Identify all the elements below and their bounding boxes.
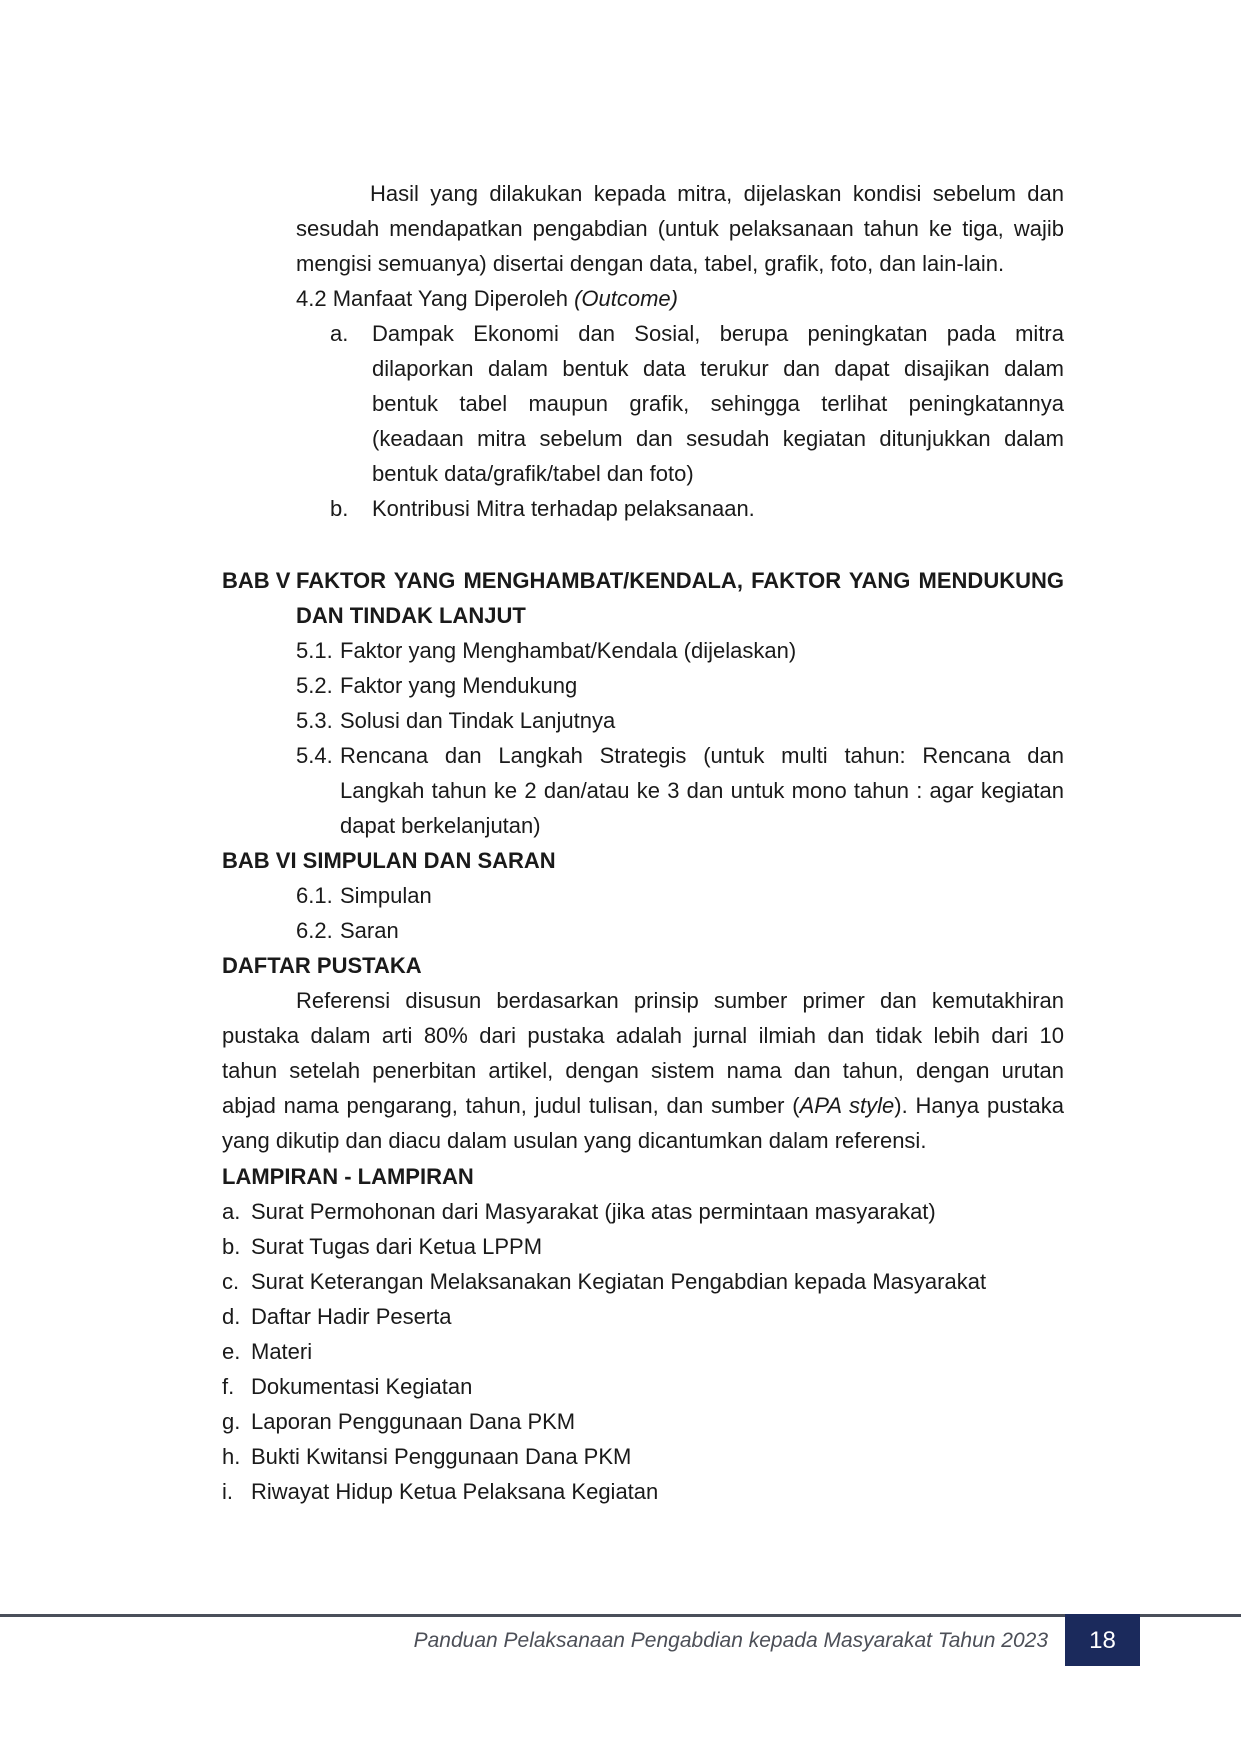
bab6-heading: BAB VI SIMPULAN DAN SARAN	[222, 848, 556, 873]
list-marker: a.	[330, 321, 349, 346]
list-item-text: Riwayat Hidup Ketua Pelaksana Kegiatan	[251, 1479, 659, 1504]
page-number: 18	[1089, 1626, 1116, 1654]
text-line: Rencana dan Langkah Strategis (untuk multi tahun: Rencana dan	[340, 743, 1064, 768]
list-item-text: Surat Permohonan dari Masyarakat (jika atas permintaan masyarakat)	[251, 1199, 936, 1224]
bab5-list	[296, 633, 1064, 843]
section-4-2-label-italic: (Outcome)	[574, 286, 678, 311]
list-marker: i.	[222, 1479, 233, 1504]
list-item-text	[372, 491, 1064, 526]
daftar-pustaka-paragraph	[222, 983, 1064, 1158]
lampiran-heading: LAMPIRAN - LAMPIRAN	[222, 1164, 474, 1189]
list-item-text	[340, 738, 1064, 843]
footer-title: Panduan Pelaksanaan Pengabdian kepada Masyarakat Tahun 2023	[413, 1629, 1048, 1652]
list-item-4-2-b	[330, 491, 1064, 526]
section-4-2-label: 4.2 Manfaat Yang Diperoleh	[296, 286, 568, 311]
page-number-badge	[1065, 1614, 1140, 1666]
list-marker: 6.1.	[296, 883, 333, 908]
list-item-text: Dokumentasi Kegiatan	[251, 1374, 473, 1399]
list-item-4-2-a	[330, 316, 1064, 491]
text-line: yang dikutip dan diacu dalam usulan yang dicantumkan dalam referensi.	[222, 1128, 927, 1153]
lampiran-item-e	[222, 1334, 1064, 1369]
lampiran-item-a	[222, 1194, 1064, 1229]
intro-line-1: Hasil yang dilakukan kepada mitra, dijelaskan kondisi sebelum dan	[370, 181, 1064, 206]
section-4-2-heading	[296, 281, 678, 316]
list-item-text: Daftar Hadir Peserta	[251, 1304, 452, 1329]
footer-divider	[0, 1614, 1241, 1617]
lampiran-item-d	[222, 1299, 1064, 1334]
lampiran-item-g	[222, 1404, 1064, 1439]
list-item-text: Simpulan	[340, 883, 432, 908]
list-item-text: Surat Keterangan Melaksanakan Kegiatan Pengabdian kepada Masyarakat	[251, 1269, 987, 1294]
list-item-text	[372, 316, 1064, 491]
intro-line-3: mengisi semuanya) disertai dengan data, tabel, grafik, foto, dan lain-lain.	[296, 251, 1005, 276]
bab5-label: BAB V	[222, 568, 291, 593]
text-line: Kontribusi Mitra terhadap pelaksanaan.	[372, 496, 755, 521]
text-line: Faktor yang Menghambat/Kendala (dijelaskan)	[340, 638, 797, 663]
text-line: bentuk tabel maupun grafik, sehingga terlihat peningkatannya	[372, 391, 1064, 416]
text-segment: abjad nama pengarang, tahun, judul tulisan, dan sumber (	[222, 1093, 800, 1118]
list-item-text: Materi	[251, 1339, 313, 1364]
list-marker: 6.2.	[296, 918, 333, 943]
list-item-6-2	[296, 913, 1064, 948]
list-marker: 5.1.	[296, 638, 333, 663]
text-line: dapat berkelanjutan)	[340, 813, 541, 838]
bab5-heading	[222, 563, 1064, 633]
daftar-pustaka-heading: DAFTAR PUSTAKA	[222, 953, 422, 978]
list-item-text: Bukti Kwitansi Penggunaan Dana PKM	[251, 1444, 632, 1469]
list-marker: 5.4.	[296, 743, 333, 768]
lampiran-item-c	[222, 1264, 1064, 1299]
lampiran-item-i	[222, 1474, 1064, 1509]
intro-line-2: sesudah mendapatkan pengabdian (untuk pelaksanaan tahun ke tiga, wajib	[296, 216, 1064, 241]
lampiran-item-h	[222, 1439, 1064, 1474]
apa-style-italic: APA style	[799, 1093, 895, 1118]
text-line: Langkah tahun ke 2 dan/atau ke 3 dan untuk mono tahun : agar kegiatan	[340, 778, 1064, 803]
text-line: Solusi dan Tindak Lanjutnya	[340, 708, 616, 733]
list-marker: h.	[222, 1444, 241, 1469]
lampiran-item-b	[222, 1229, 1064, 1264]
list-item-text: Laporan Penggunaan Dana PKM	[251, 1409, 576, 1434]
list-item-text: Saran	[340, 918, 399, 943]
list-item-text	[340, 633, 1064, 668]
text-line: bentuk data/grafik/tabel dan foto)	[372, 461, 694, 486]
lampiran-item-f	[222, 1369, 1064, 1404]
list-item-text: Surat Tugas dari Ketua LPPM	[251, 1234, 543, 1259]
list-marker: b.	[330, 496, 349, 521]
list-marker: 5.3.	[296, 708, 333, 733]
text-line: (keadaan mitra sebelum dan sesudah kegiatan ditunjukkan dalam	[372, 426, 1064, 451]
text-segment: ). Hanya pustaka	[894, 1093, 1065, 1118]
list-marker: f.	[222, 1374, 235, 1399]
list-item-5-2	[296, 668, 1064, 703]
list-marker: e.	[222, 1339, 241, 1364]
text-line: Referensi disusun berdasarkan prinsip sumber primer dan kemutakhiran	[296, 988, 1064, 1013]
list-marker: d.	[222, 1304, 241, 1329]
section-4-2-list	[330, 316, 1064, 526]
bab5-title	[296, 563, 1064, 633]
list-item-text	[340, 703, 1064, 738]
intro-paragraph	[296, 176, 1064, 281]
list-item-5-3	[296, 703, 1064, 738]
text-line	[222, 1088, 1064, 1123]
list-item-text	[340, 668, 1064, 703]
text-line: Faktor yang Mendukung	[340, 673, 578, 698]
list-marker: g.	[222, 1409, 241, 1434]
list-item-6-1	[296, 878, 1064, 913]
lampiran-list	[222, 1194, 1064, 1509]
bab5-title-line-1: FAKTOR YANG MENGHAMBAT/KENDALA, FAKTOR YANG MENDUKUNG	[296, 568, 1064, 593]
list-item-5-4	[296, 738, 1064, 843]
list-item-5-1	[296, 633, 1064, 668]
text-line: pustaka dalam arti 80% dari pustaka adalah jurnal ilmiah dan tidak lebih dari 10	[222, 1023, 1064, 1048]
list-marker: c.	[222, 1269, 240, 1294]
text-line: dilaporkan dalam bentuk data terukur dan dapat disajikan dalam	[372, 356, 1064, 381]
list-marker: a.	[222, 1199, 241, 1224]
text-line: Dampak Ekonomi dan Sosial, berupa peningkatan pada mitra	[372, 321, 1064, 346]
bab5-title-line-2: DAN TINDAK LANJUT	[296, 603, 526, 628]
bab6-list	[296, 878, 1064, 948]
list-marker: 5.2.	[296, 673, 333, 698]
list-marker: b.	[222, 1234, 241, 1259]
text-line: tahun setelah penerbitan artikel, dengan sistem nama dan tahun, dengan urutan	[222, 1058, 1064, 1083]
